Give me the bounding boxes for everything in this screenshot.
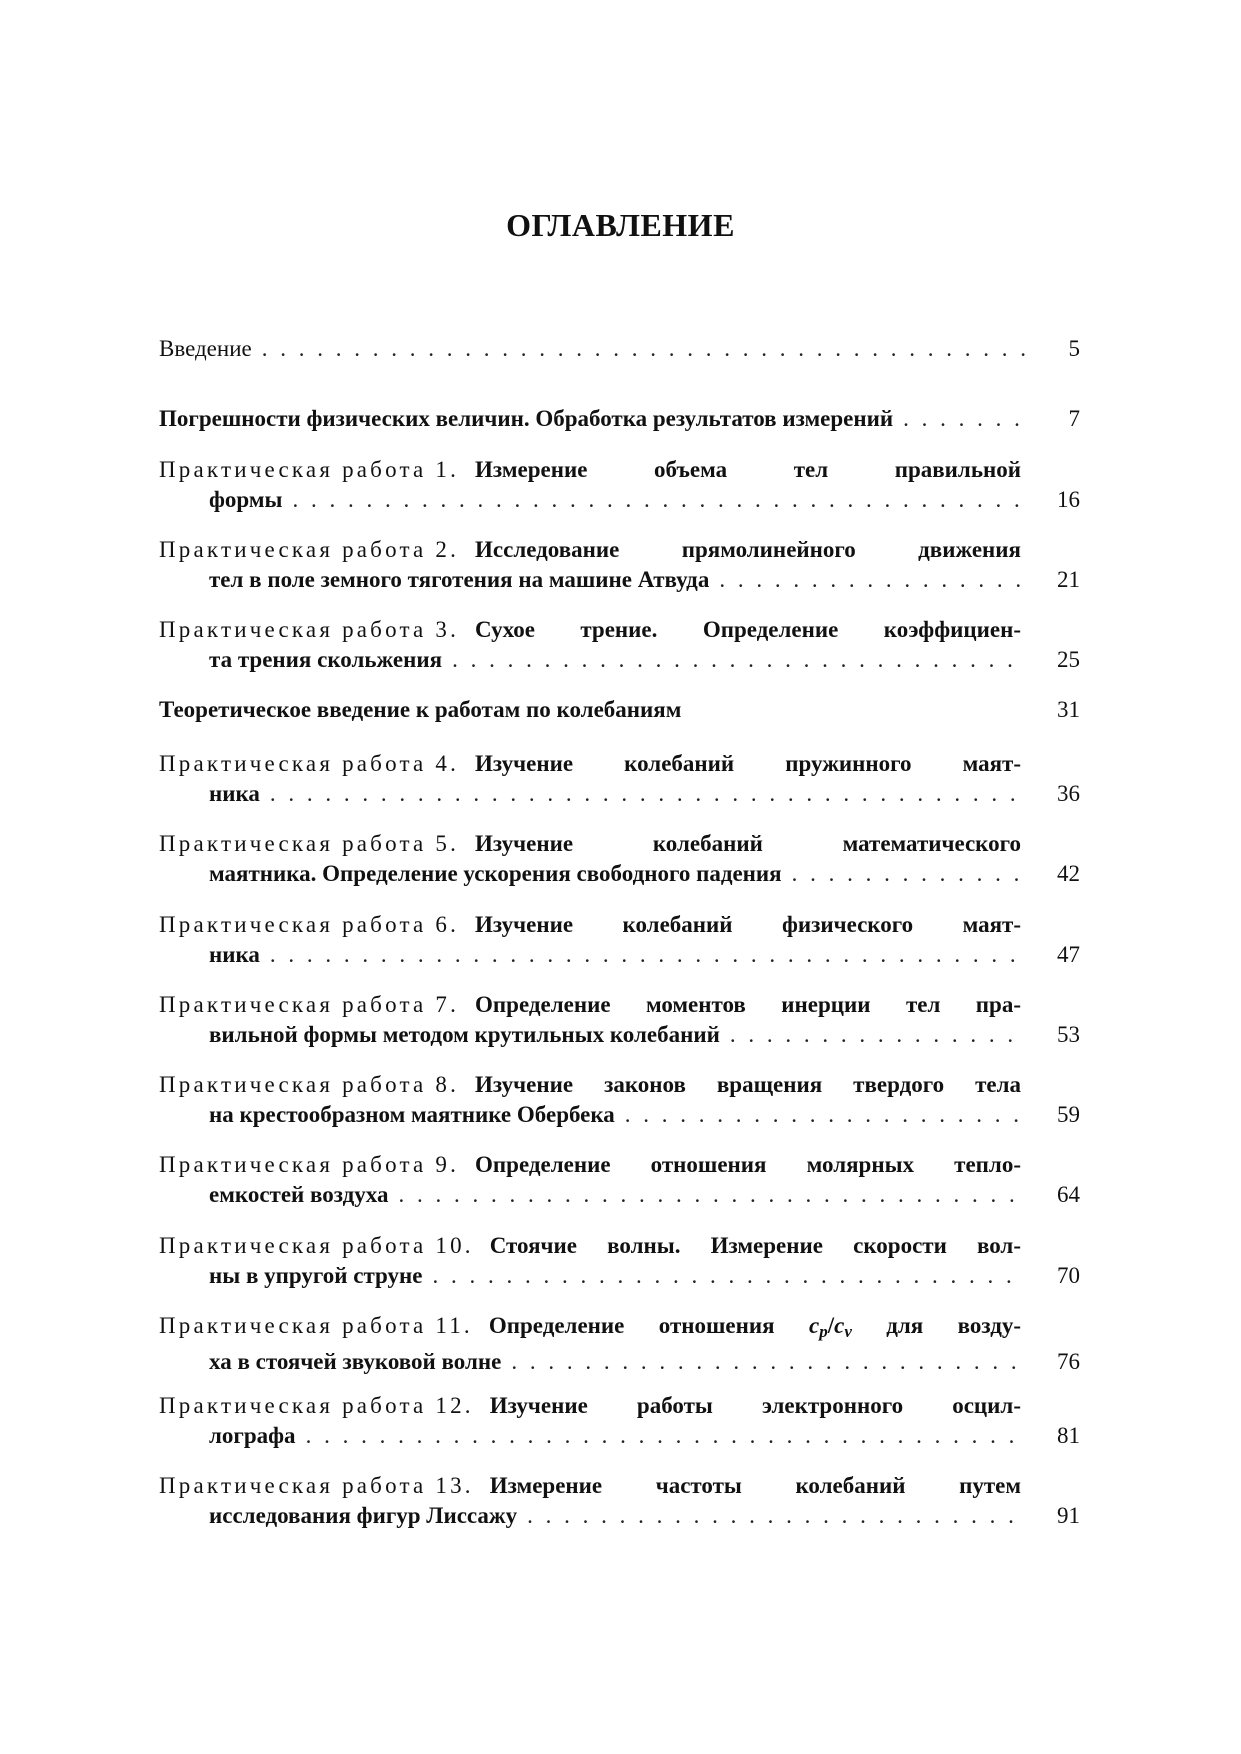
toc-page-number: 36 [1057, 781, 1080, 806]
work-prefix: Практическая работа 4. [159, 751, 460, 776]
toc-entry-title-line1: Исследование прямолинейного движения [475, 537, 1021, 562]
toc-page-number: 25 [1057, 647, 1080, 672]
toc-page-number: 31 [1057, 697, 1080, 722]
toc-page-number: 64 [1057, 1182, 1080, 1207]
toc-page-number: 7 [1068, 406, 1080, 431]
toc-entry-label: Погрешности физических величин. Обработка результатов измерений [159, 406, 894, 431]
page-title: ОГЛАВЛЕНИЕ [506, 207, 735, 243]
toc-page-number: 47 [1057, 942, 1080, 967]
toc-entry-title-line1: Изучение законов вращения твердого тела [475, 1072, 1021, 1097]
toc-entry-title-line1: Измерение объема тел правильной [475, 457, 1021, 482]
dot-leader [511, 1347, 1026, 1377]
toc-entry-title-line2: ха в стоячей звуковой волне [209, 1349, 502, 1374]
dot-leader [262, 334, 1026, 364]
toc-entry-work-1[interactable] [159, 455, 1080, 515]
dot-leader [432, 1261, 1026, 1291]
toc-entry-title-line2: емкостей воздуха [209, 1182, 389, 1207]
dot-leader [292, 485, 1026, 515]
work-prefix: Практическая работа 10. [159, 1233, 474, 1258]
toc-entry-title-line1: Измерение частоты колебаний путем [489, 1473, 1021, 1498]
toc-entry-title-line1: Определение отношения $c_p/c_v$ для возду- [488, 1313, 1022, 1341]
toc-entry-title-line1: Изучение колебаний математического [475, 831, 1021, 856]
toc-entry-work-13[interactable] [159, 1471, 1080, 1531]
toc-entry-work-4[interactable] [159, 749, 1080, 809]
toc-entry-title-line2: ника [209, 781, 260, 806]
work-prefix: Практическая работа 9. [159, 1152, 460, 1177]
toc-entry-title-line1: Изучение колебаний физического маят- [475, 912, 1021, 937]
dot-leader [730, 1020, 1026, 1050]
toc-entry-label: Теоретическое введение к работам по колебаниям [159, 697, 682, 722]
toc-entry-title-line1: Изучение колебаний пружинного маят- [475, 751, 1021, 776]
toc-entry-title-line1: Определение моментов инерции тел пра- [475, 992, 1021, 1017]
toc-entry-work-2[interactable] [159, 535, 1080, 595]
dot-leader [527, 1501, 1026, 1531]
toc-entry-title-line2: та трения скольжения [209, 647, 443, 672]
toc-entry-title-line2: ника [209, 942, 260, 967]
toc-entry-intro[interactable] [159, 334, 1080, 364]
dot-leader [452, 645, 1026, 675]
work-prefix: Практическая работа 8. [159, 1072, 460, 1097]
toc-page-number: 21 [1057, 567, 1080, 592]
work-prefix: Практическая работа 7. [159, 992, 460, 1017]
toc-entry-work-5[interactable] [159, 829, 1080, 889]
toc-entry-title-line2: вильной формы методом крутильных колебаний [209, 1022, 720, 1047]
toc-page-number: 59 [1057, 1102, 1080, 1127]
dot-leader [306, 1421, 1026, 1451]
toc-page-number: 91 [1057, 1503, 1080, 1528]
work-prefix: Практическая работа 13. [159, 1473, 474, 1498]
toc-entry-work-8[interactable] [159, 1070, 1080, 1130]
toc-entry-work-12[interactable] [159, 1391, 1080, 1451]
toc-entry-work-3[interactable] [159, 615, 1080, 675]
toc-entry-errors[interactable] [159, 404, 1080, 434]
toc-entry-title-line2: ны в упругой струне [209, 1263, 423, 1288]
toc-entry-title-line1: Стоячие волны. Измерение скорости вол- [489, 1233, 1021, 1258]
toc-entry-theory[interactable] [159, 695, 1080, 725]
toc-page-number: 53 [1057, 1022, 1080, 1047]
work-prefix: Практическая работа 11. [159, 1313, 473, 1338]
work-prefix: Практическая работа 12. [159, 1393, 474, 1418]
toc-page-number: 42 [1057, 861, 1080, 886]
dot-leader [792, 859, 1026, 889]
toc-entry-work-9[interactable] [159, 1150, 1080, 1210]
dot-leader [270, 779, 1026, 809]
toc-entry-title-line2: исследования фигур Лиссажу [209, 1503, 518, 1528]
dot-leader [270, 940, 1026, 970]
toc-entry-title-line2: формы [209, 487, 283, 512]
toc-entry-work-10[interactable] [159, 1231, 1080, 1291]
toc-entry-title-line2: лографа [209, 1423, 296, 1448]
dot-leader [903, 404, 1026, 434]
toc-page-number: 76 [1057, 1349, 1080, 1374]
dot-leader [398, 1180, 1026, 1210]
toc-entry-title-line2: маятника. Определение ускорения свободного падения [209, 861, 782, 886]
toc-page-number: 70 [1057, 1263, 1080, 1288]
toc-page-number: 16 [1057, 487, 1080, 512]
toc-entry-title-line1: Сухое трение. Определение коэффициен- [475, 617, 1021, 642]
toc-entry-title-line1: Изучение работы электронного осцил- [489, 1393, 1021, 1418]
work-prefix: Практическая работа 5. [159, 831, 460, 856]
toc-entry-work-11[interactable] [159, 1311, 1080, 1377]
work-prefix: Практическая работа 3. [159, 617, 460, 642]
dot-leader [719, 565, 1026, 595]
toc-entry-label: Введение [159, 336, 252, 361]
toc-entry-work-6[interactable] [159, 910, 1080, 970]
work-prefix: Практическая работа 2. [159, 537, 460, 562]
toc-entry-title-line2: на крестообразном маятнике Обербека [209, 1102, 615, 1127]
toc-page-number: 5 [1068, 336, 1080, 361]
toc-page-number: 81 [1057, 1423, 1080, 1448]
dot-leader [625, 1100, 1026, 1130]
toc-entry-work-7[interactable] [159, 990, 1080, 1050]
toc-entry-title-line1: Определение отношения молярных тепло- [475, 1152, 1021, 1177]
toc-entry-title-line2: тел в поле земного тяготения на машине Атвуда [209, 567, 710, 592]
work-prefix: Практическая работа 6. [159, 912, 460, 937]
work-prefix: Практическая работа 1. [159, 457, 460, 482]
